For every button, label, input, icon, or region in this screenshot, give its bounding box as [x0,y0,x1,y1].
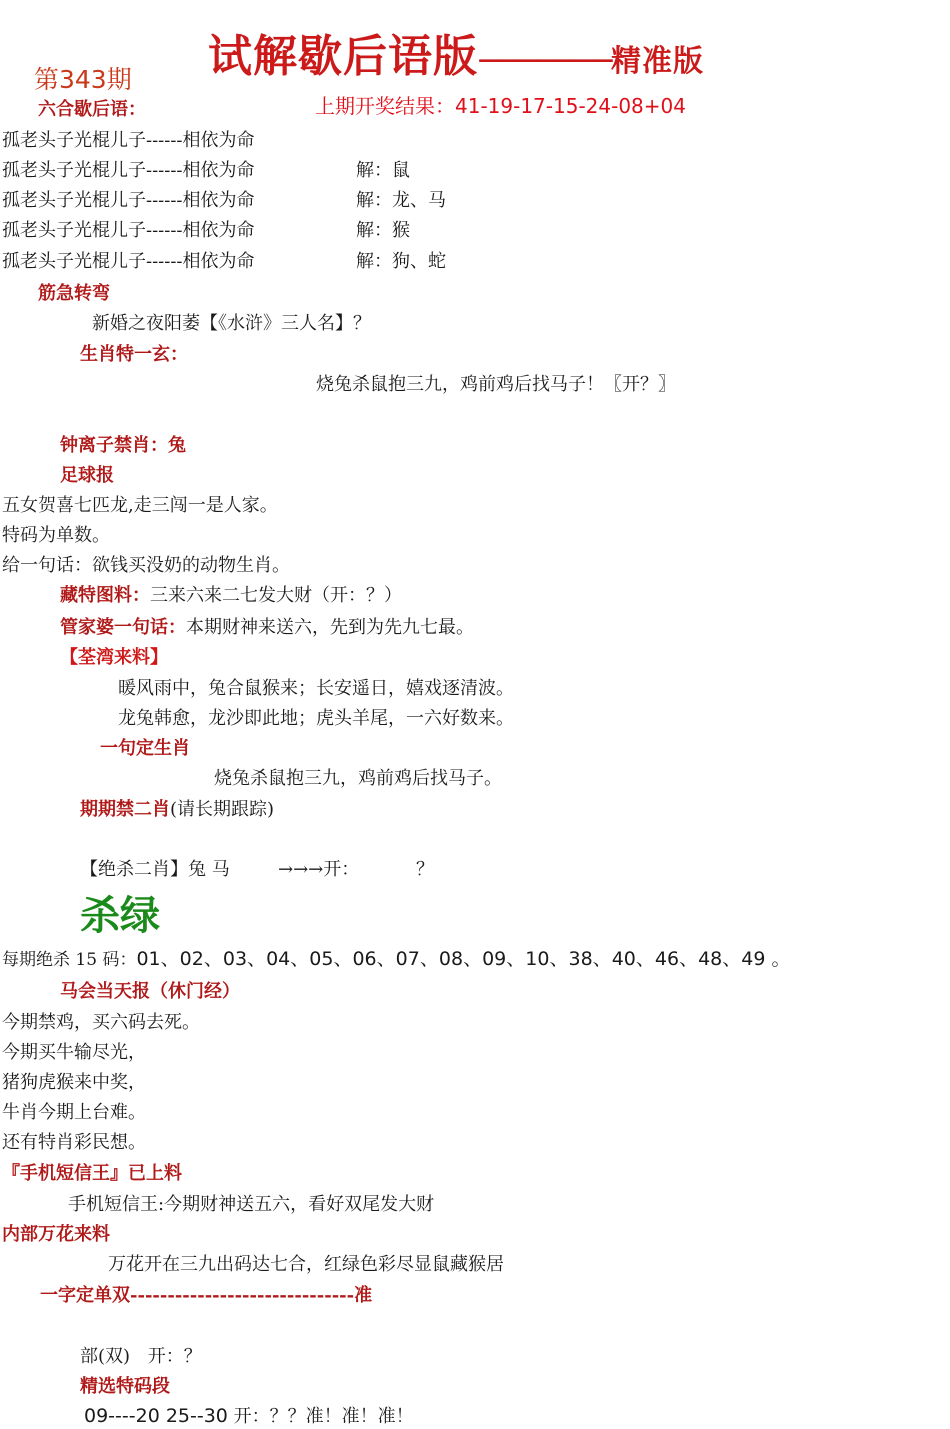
cangte-line [60,581,402,607]
issue-number: 第343期 [34,65,132,94]
proverb-answer: 解：狗、蛇 [356,251,446,272]
zuqiu-line: 给一句话：欲钱买没奶的动物生肖。 [2,555,290,576]
title-dashes: ——————— [478,46,611,73]
shengxiao-heading: 生肖特一玄： [80,344,188,365]
kill15-line [2,944,791,971]
jingxuan-open: 开：？？准！准！准！ [233,1406,414,1427]
kill-number-separator: 、 [203,948,223,970]
quanwan-heading: 【荃湾来料】 [60,647,168,668]
sms-text: 手机短信王:今期财神送五六，看好双尾发大财 [68,1194,435,1215]
qiqi-note: (请长期跟踪) [170,799,275,820]
kill-number-separator: 、 [160,948,180,970]
yiju-heading: 一句定生肖 [100,738,190,759]
yiju-text: 烧兔杀鼠抱三九，鸡前鸡后找马子。 [214,768,502,789]
cangte-label: 藏特图料： [60,585,150,606]
kill-number-end: 。 [765,948,791,970]
kill-number-separator: 、 [722,948,742,970]
quanwan-line: 龙兔韩愈，龙沙即此地；虎头羊尾，一六好数来。 [118,708,514,729]
juesha-label: 【绝杀二肖】 [80,859,188,880]
kill15-label: 每期绝杀 15 码： [2,950,137,970]
mahui-line: 今期禁鸡，买六码去死。 [2,1012,200,1033]
kill-number: 04 [266,948,291,970]
zuqiu-line: 五女贺喜七匹龙,走三闯一是人家。 [2,495,278,516]
proverb-line [2,247,446,273]
kill-number: 46 [654,948,680,970]
jingxuan-line [84,1402,414,1428]
proverb-line [2,216,410,242]
zuqiu-line: 特码为单数。 [2,525,110,546]
yizi-heading: 一字定单双------------------------------准 [40,1285,373,1306]
cangte-text: 三来六来二七发大财（开：？） [150,585,402,606]
last-result: 上期开奖结果：41-19-17-15-24-08+04 [315,94,686,118]
juesha-value: 兔 马 [188,859,230,880]
guanjia-line [60,613,474,639]
wanhua-heading: 内部万花来料 [2,1224,110,1245]
mahui-heading: 马会当天报（休门经） [60,981,240,1002]
juesha-arrows: →→→开： [278,859,360,880]
shengxiao-text: 烧兔杀鼠抱三九，鸡前鸡后找马子！〖开？〗 [316,374,676,395]
kill-number-separator: 、 [333,948,353,970]
kill-number: 05 [309,948,334,970]
proverb-answer: 解：鼠 [356,160,410,181]
kill-number: 02 [179,948,204,970]
proverb-answer: 解：龙、马 [356,190,446,211]
kill-number: 06 [352,948,377,970]
jinji-heading: 筋急转弯 [38,283,110,304]
proverb-text: 孤老头子光棍儿子------相依为命 [2,220,255,241]
mahui-line: 牛肖今期上台难。 [2,1102,146,1123]
proverb-text: 孤老头子光棍儿子------相依为命 [2,251,255,272]
jinji-text: 新婚之夜阳萎【《水浒》三人名】？ [92,313,371,334]
zuqiu-heading: 足球报 [60,465,114,486]
liuhe-heading: 六合歇后语： [38,99,146,120]
kill-number-separator: 、 [247,948,267,970]
juesha-open: ？ [416,859,434,880]
qiqi-line [80,795,274,821]
kill-number-separator: 、 [592,948,612,970]
title-main: 试解歇后语版 [208,31,478,82]
kill-number: 38 [568,948,593,970]
mahui-line: 猪狗虎猴来中奖， [2,1072,146,1093]
kill-number: 10 [525,948,550,970]
kill-number-separator: 、 [549,948,569,970]
page-title [208,20,704,84]
mahui-line: 还有特肖彩民想。 [2,1132,146,1153]
kill-number: 48 [698,948,723,970]
kill-number: 49 [741,948,766,970]
sms-heading: 『手机短信王』已上料 [2,1163,182,1184]
kill-number-separator: 、 [290,948,310,970]
zhongli-line: 钟离子禁肖：兔 [60,435,186,456]
juesha-line [80,855,434,881]
kill-number-separator: 、 [463,948,483,970]
quanwan-line: 暖风雨中，兔合鼠猴来；长安遥日，嬉戏逐清波。 [118,678,514,699]
shalv-heading: 杀绿 [80,893,160,939]
title-suffix: 精准版 [611,44,704,79]
proverb-text: 孤老头子光棍儿子------相依为命 [2,130,255,151]
kill-number-separator: 、 [376,948,396,970]
proverb-line [2,126,255,152]
proverb-line [2,186,446,212]
bu-open: 开：？ [147,1346,202,1367]
bu-text: 部(双) [80,1346,131,1367]
wanhua-text: 万花开在三九出码达七合，红绿色彩尽显鼠藏猴居 [108,1254,504,1275]
kill-number: 09 [482,948,507,970]
kill-number-separator: 、 [635,948,655,970]
bu-line [80,1342,202,1368]
qiqi-heading: 期期禁二肖 [80,799,170,820]
proverb-line [2,156,410,182]
jingxuan-range: 09----20 25--30 [84,1405,228,1427]
kill15-numbers [136,948,790,970]
proverb-text: 孤老头子光棍儿子------相依为命 [2,190,255,211]
kill-number: 40 [611,948,636,970]
mahui-line: 今期买牛输尽光， [2,1042,146,1063]
kill-number: 03 [222,948,248,970]
guanjia-text: 本期财神来送六，先到为先九七最。 [186,617,474,638]
jingxuan-heading: 精选特码段 [80,1376,170,1397]
proverb-answer: 解：猴 [356,220,410,241]
kill-number: 08 [438,948,464,970]
kill-number: 07 [395,948,420,970]
guanjia-label: 管家婆一句话： [60,617,186,638]
proverb-text: 孤老头子光棍儿子------相依为命 [2,160,255,181]
kill-number: 01 [136,948,161,970]
kill-number-separator: 、 [506,948,526,970]
kill-number-separator: 、 [419,948,439,970]
kill-number-separator: 、 [679,948,699,970]
